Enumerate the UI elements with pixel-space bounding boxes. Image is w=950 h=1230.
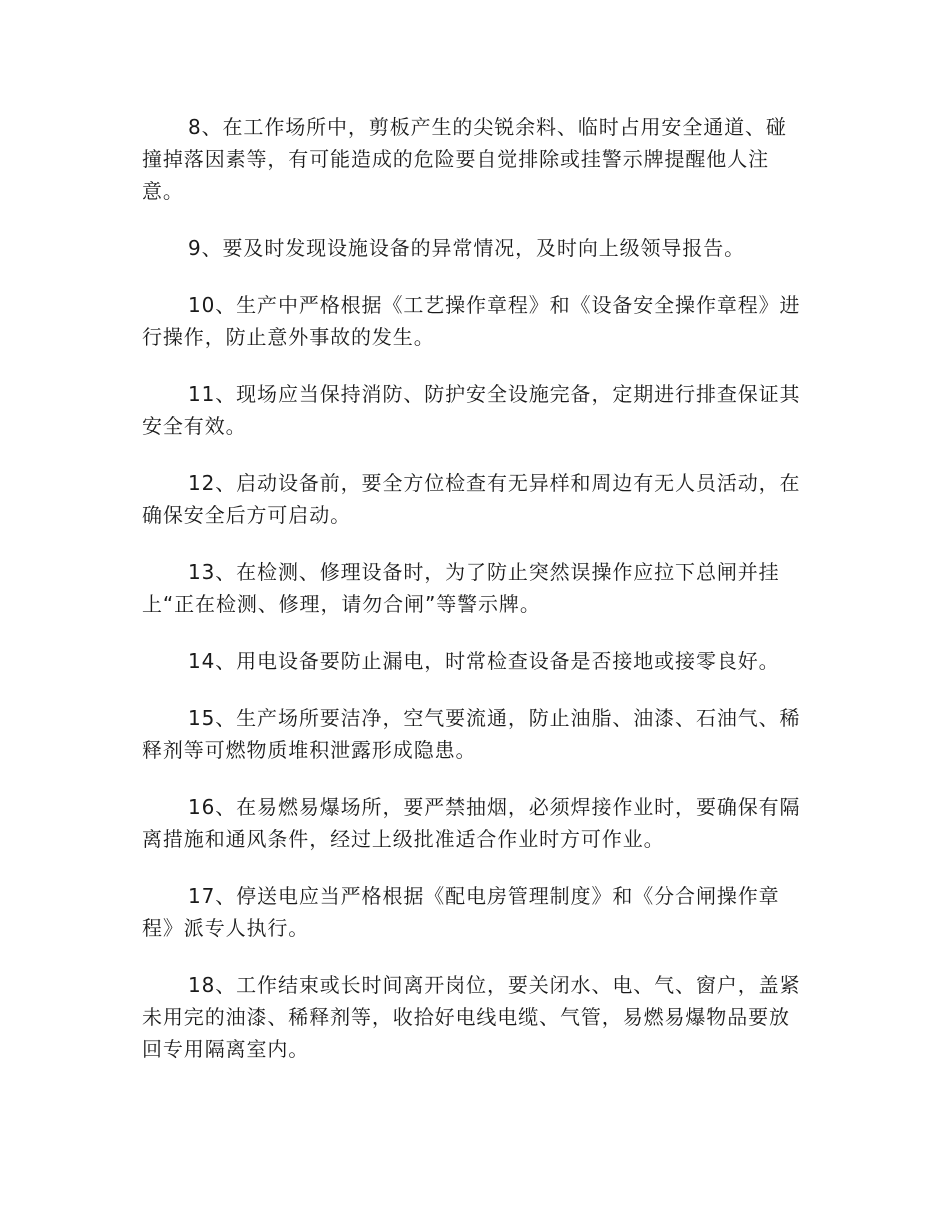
- paragraph-item-12: 12、启动设备前，要全方位检查有无异样和周边有无人员活动，在确保安全后方可启动。: [142, 471, 801, 527]
- paragraph-item-10: 10、生产中严格根据《工艺操作章程》和《设备安全操作章程》进行操作，防止意外事故的发生。: [142, 293, 801, 349]
- paragraph-item-13: 13、在检测、修理设备时，为了防止突然误操作应拉下总闸并挂上“正在检测、修理，请勿合闸”等警示牌。: [142, 560, 780, 616]
- paragraph-item-17: 17、停送电应当严格根据《配电房管理制度》和《分合闸操作章程》派专人执行。: [142, 884, 780, 940]
- paragraph-item-14: 14、用电设备要防止漏电，时常检查设备是否接地或接零良好。: [188, 649, 780, 673]
- paragraph-item-15: 15、生产场所要洁净，空气要流通，防止油脂、油漆、石油气、稀释剂等可燃物质堆积泄露形成隐患。: [142, 706, 801, 762]
- paragraph-item-11: 11、现场应当保持消防、防护安全设施完备，定期进行排查保证其安全有效。: [142, 382, 801, 438]
- paragraph-item-16: 16、在易燃易爆场所，要严禁抽烟，必须焊接作业时，要确保有隔离措施和通风条件，经过上级批准适合作业时方可作业。: [142, 795, 801, 851]
- paragraph-item-9: 9、要及时发现设施设备的异常情况，及时向上级领导报告。: [188, 236, 746, 260]
- paragraph-item-18: 18、工作结束或长时间离开岗位，要关闭水、电、气、窗户，盖紧未用完的油漆、稀释剂等，收拾好电线电缆、气管，易燃易爆物品要放回专用隔离室内。: [142, 973, 801, 1061]
- document-body: [142, 111, 804, 1090]
- paragraph-item-8: 8、在工作场所中，剪板产生的尖锐余料、临时占用安全通道、碰撞掉落因素等，有可能造成的危险要自觉排除或挂警示牌提醒他人注意。: [142, 115, 787, 203]
